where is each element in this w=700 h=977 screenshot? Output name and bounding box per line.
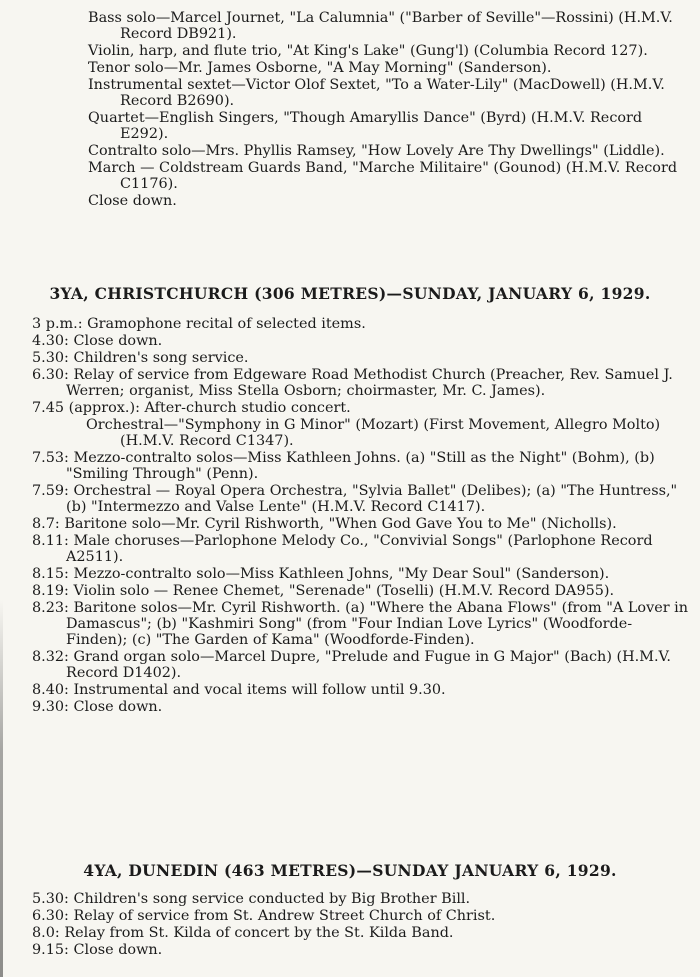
- entry-time: 7.59:: [32, 483, 69, 499]
- entry-text: Mezzo-contralto solo—Miss Kathleen Johns, "My Dear Soul" (Sanderson).: [73, 566, 610, 582]
- programme-item: Close down.: [88, 193, 177, 209]
- schedule-entry: [32, 516, 692, 532]
- schedule-entry: [32, 682, 692, 698]
- schedule-entry: [32, 600, 692, 648]
- schedule-entry: [32, 699, 692, 715]
- schedule-4ya: [32, 891, 692, 959]
- entry-text: Relay of service from Edgeware Road Methodist Church (Preacher, Rev. Samuel J. Werren; organist, Miss Stella Osborn; choirmaster, Mr. C. James).: [66, 367, 673, 399]
- programme-item: March — Coldstream Guards Band, "Marche Militaire" (Gounod) (H.M.V. Record C1176).: [88, 160, 678, 192]
- schedule-entry: [32, 925, 692, 941]
- entry-time: 6.30:: [32, 367, 69, 383]
- entry-time: 8.40:: [32, 682, 69, 698]
- entry-text: Relay of service from St. Andrew Street Church of Christ.: [73, 908, 496, 924]
- entry-text: Gramophone recital of selected items.: [87, 316, 366, 332]
- schedule-entry: [32, 450, 692, 482]
- entry-text: Children's song service.: [73, 350, 249, 366]
- entry-text: Orchestral — Royal Opera Orchestra, "Sylvia Ballet" (Delibes); (a) "The Huntress," (b) "Intermezzo and Valse Lente" (H.M.V. Record C1417).: [66, 483, 678, 515]
- continued-programme-list: [88, 10, 688, 210]
- schedule-entry: [32, 350, 692, 366]
- schedule-entry: [32, 333, 692, 349]
- schedule-entry: [32, 483, 692, 515]
- section-heading-3ya: 3YA, CHRISTCHURCH (306 METRES)—SUNDAY, JANUARY 6, 1929.: [49, 284, 651, 303]
- entry-text: Orchestral—"Symphony in G Minor" (Mozart) (First Movement, Allegro Molto) (H.M.V. Record C1347).: [86, 417, 661, 449]
- schedule-entry: [32, 316, 692, 332]
- programme-item: Tenor solo—Mr. James Osborne, "A May Morning" (Sanderson).: [88, 60, 552, 76]
- entry-time: 8.23:: [32, 600, 69, 616]
- programme-item: Violin, harp, and flute trio, "At King's Lake" (Gung'l) (Columbia Record 127).: [88, 43, 648, 59]
- section-heading-4ya: 4YA, DUNEDIN (463 METRES)—SUNDAY JANUARY 6, 1929.: [83, 861, 617, 880]
- schedule-entry: [32, 566, 692, 582]
- entry-text: Grand organ solo—Marcel Dupre, "Prelude and Fugue in G Major" (Bach) (H.M.V. Record D1402).: [66, 649, 672, 681]
- programme-item: Quartet—English Singers, "Though Amaryllis Dance" (Byrd) (H.M.V. Record E292).: [88, 110, 643, 142]
- entry-time: 5.30:: [32, 891, 69, 907]
- entry-text: Relay from St. Kilda of concert by the St. Kilda Band.: [64, 925, 454, 941]
- programme-item: Instrumental sextet—Victor Olof Sextet, "To a Water-Lily" (MacDowell) (H.M.V. Record B2690).: [88, 77, 665, 109]
- entry-time: 9.15:: [32, 942, 69, 958]
- page-edge-shadow: [0, 600, 3, 977]
- entry-time: 9.30:: [32, 699, 69, 715]
- entry-text: Baritone solos—Mr. Cyril Rishworth. (a) "Where the Abana Flows" (from "A Lover in Damascus"; (b) "Kashmiri Song" (from "Four Indian Love Lyrics" (Woodforde-Finden); (c) "The Garden of Kama" (Woodforde-Finden).: [66, 600, 689, 648]
- entry-time: 8.7:: [32, 516, 60, 532]
- schedule-entry: [32, 942, 692, 958]
- schedule-3ya: [32, 316, 692, 716]
- schedule-entry: [32, 400, 692, 416]
- entry-text: Instrumental and vocal items will follow until 9.30.: [73, 682, 446, 698]
- programme-item: Bass solo—Marcel Journet, "La Calumnia" ("Barber of Seville"—Rossini) (H.M.V. Record DB921).: [88, 10, 673, 42]
- programme-item: Contralto solo—Mrs. Phyllis Ramsey, "How Lovely Are Thy Dwellings" (Liddle).: [88, 143, 665, 159]
- schedule-entry: [32, 891, 692, 907]
- entry-text: Violin solo — Renee Chemet, "Serenade" (Toselli) (H.M.V. Record DA955).: [73, 583, 615, 599]
- entry-text: Baritone solo—Mr. Cyril Rishworth, "When God Gave You to Me" (Nicholls).: [64, 516, 617, 532]
- entry-text: Close down.: [73, 942, 163, 958]
- entry-time: 3 p.m.:: [32, 316, 83, 332]
- entry-time: 4.30:: [32, 333, 69, 349]
- entry-text: Male choruses—Parlophone Melody Co., "Convivial Songs" (Parlophone Record A2511).: [66, 533, 653, 565]
- entry-time: 7.45 (approx.):: [32, 400, 140, 416]
- entry-time: 8.19:: [32, 583, 69, 599]
- schedule-entry: [32, 649, 692, 681]
- entry-time: 8.0:: [32, 925, 60, 941]
- entry-text: Close down.: [73, 333, 163, 349]
- schedule-entry: [86, 417, 692, 449]
- schedule-entry: [32, 367, 692, 399]
- schedule-entry: [32, 908, 692, 924]
- entry-time: 8.11:: [32, 533, 69, 549]
- entry-text: After-church studio concert.: [144, 400, 351, 416]
- entry-text: Children's song service conducted by Big Brother Bill.: [73, 891, 471, 907]
- schedule-entry: [32, 583, 692, 599]
- entry-time: 6.30:: [32, 908, 69, 924]
- entry-text: Close down.: [73, 699, 163, 715]
- entry-time: 8.32:: [32, 649, 69, 665]
- schedule-entry: [32, 533, 692, 565]
- entry-text: Mezzo-contralto solos—Miss Kathleen Johns. (a) "Still as the Night" (Bohm), (b) "Smiling Through" (Penn).: [66, 450, 655, 482]
- entry-time: 7.53:: [32, 450, 69, 466]
- entry-time: 5.30:: [32, 350, 69, 366]
- entry-time: 8.15:: [32, 566, 69, 582]
